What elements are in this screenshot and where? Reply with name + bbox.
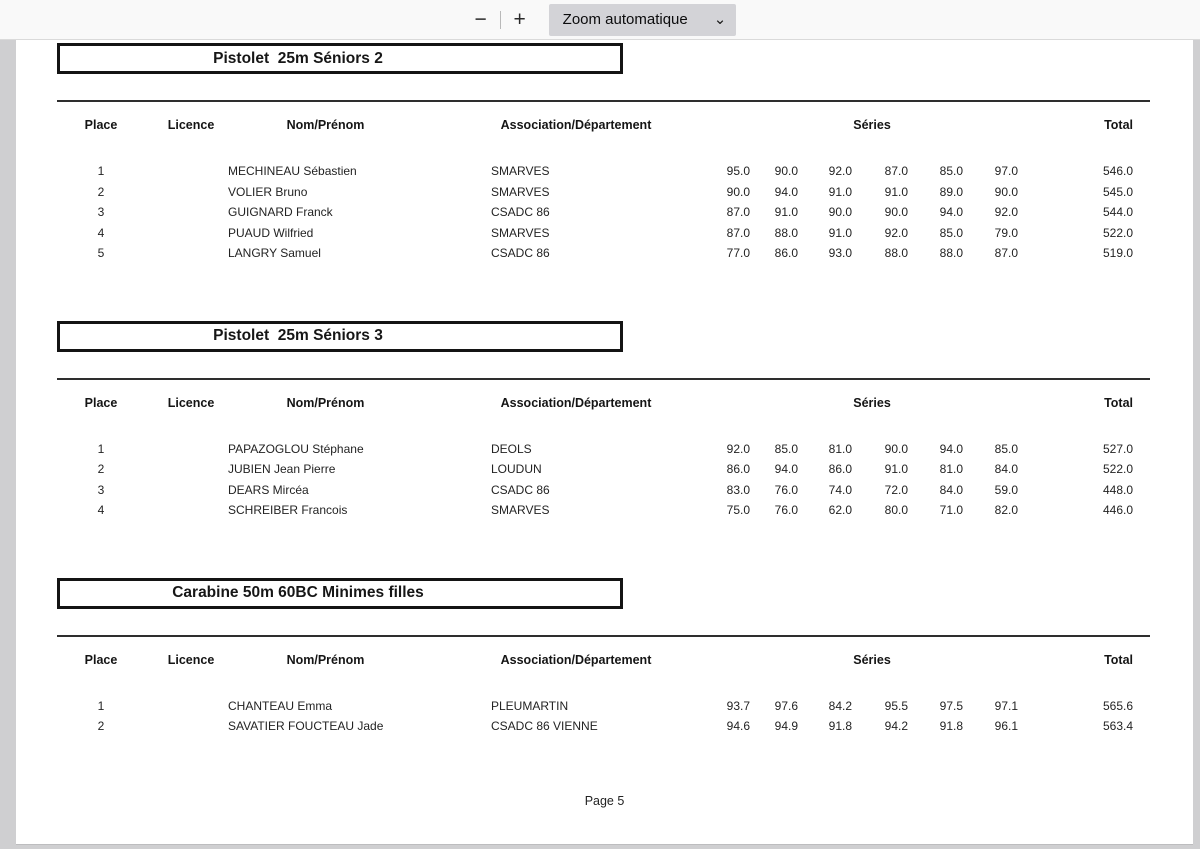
table-row (16, 503, 1193, 524)
association-cell: SMARVES (491, 503, 550, 517)
name-cell: SCHREIBER Francois (228, 503, 348, 517)
series-cell: 88.0 (884, 246, 908, 260)
header-place: Place (84, 652, 118, 667)
series-cell: 90.0 (884, 441, 908, 456)
series-cell: 85.0 (939, 164, 963, 178)
zoom-mode-value: Zoom automatique (562, 11, 688, 28)
series-cell: 91.0 (774, 205, 798, 219)
series-cell: 62.0 (828, 503, 852, 517)
minus-icon: − (474, 7, 487, 31)
series-cell: 91.0 (828, 225, 852, 240)
total-cell: 544.0 (1102, 205, 1133, 219)
series-cell: 87.0 (884, 164, 908, 178)
table-row (16, 164, 1193, 185)
association-cell: CSADC 86 (491, 482, 550, 497)
total-cell: 545.0 (1102, 184, 1133, 199)
header-name: Nom/Prénom (286, 395, 365, 410)
series-cell: 74.0 (828, 482, 852, 497)
name-cell: CHANTEAU Emma (228, 698, 333, 713)
series-cell: 59.0 (994, 482, 1018, 497)
series-cell: 84.2 (828, 698, 852, 713)
total-cell: 546.0 (1102, 164, 1133, 178)
series-cell: 97.6 (774, 698, 798, 713)
header-series: Séries (853, 118, 891, 132)
toolbar-divider (500, 11, 501, 29)
table-section-pistolet-25m-seniors-2 (16, 43, 1193, 267)
series-cell: 97.5 (939, 698, 963, 713)
table-row (16, 205, 1193, 226)
table-title: Carabine 50m 60BC Minimes filles (57, 578, 623, 609)
name-cell: PUAUD Wilfried (228, 225, 314, 240)
header-place: Place (84, 395, 118, 410)
series-cell: 76.0 (774, 482, 798, 497)
table-row (16, 442, 1193, 463)
series-cell: 92.0 (726, 441, 750, 456)
zoom-out-button[interactable] (464, 4, 498, 36)
series-cell: 95.0 (726, 164, 750, 178)
horizontal-rule (57, 378, 1150, 380)
horizontal-rule (57, 100, 1150, 102)
association-cell: CSADC 86 VIENNE (491, 719, 598, 733)
place-cell: 2 (97, 462, 105, 476)
series-cell: 72.0 (884, 482, 908, 497)
header-association: Association/Département (500, 652, 652, 667)
place-cell: 2 (97, 184, 105, 199)
association-cell: SMARVES (491, 164, 550, 178)
series-cell: 97.0 (994, 164, 1018, 178)
place-cell: 2 (97, 719, 105, 733)
header-association: Association/Département (500, 118, 652, 132)
pdf-viewer-area (0, 40, 1200, 849)
total-cell: 519.0 (1102, 246, 1133, 260)
series-cell: 94.0 (774, 462, 798, 476)
series-cell: 87.0 (726, 205, 750, 219)
zoom-mode-select[interactable] (549, 4, 737, 36)
header-name: Nom/Prénom (286, 652, 365, 667)
horizontal-rule (57, 635, 1150, 637)
series-cell: 93.0 (828, 246, 852, 260)
series-cell: 94.9 (774, 719, 798, 733)
place-cell: 5 (97, 246, 105, 260)
name-cell: VOLIER Bruno (228, 184, 308, 199)
place-cell: 4 (97, 225, 105, 240)
total-cell: 522.0 (1102, 225, 1133, 240)
table-section-carabine-50m-60bc-minimes-filles (16, 578, 1193, 740)
series-cell: 91.0 (828, 184, 852, 199)
series-cell: 86.0 (774, 246, 798, 260)
header-place: Place (84, 118, 118, 132)
series-cell: 88.0 (939, 246, 963, 260)
total-cell: 563.4 (1102, 719, 1133, 733)
table-header-row (16, 118, 1193, 140)
series-cell: 94.0 (774, 184, 798, 199)
total-cell: 448.0 (1102, 482, 1133, 497)
total-cell: 565.6 (1102, 698, 1133, 713)
header-series: Séries (853, 395, 891, 410)
zoom-in-button[interactable] (503, 4, 537, 36)
place-cell: 3 (97, 482, 105, 497)
table-row (16, 226, 1193, 247)
table-section-pistolet-25m-seniors-3 (16, 321, 1193, 524)
table-title: Pistolet 25m Séniors 2 (57, 43, 623, 74)
header-association: Association/Département (500, 395, 652, 410)
table-rows (16, 442, 1193, 524)
series-cell: 88.0 (774, 225, 798, 240)
series-cell: 80.0 (884, 503, 908, 517)
table-row (16, 483, 1193, 504)
name-cell: PAPAZOGLOU Stéphane (228, 441, 364, 456)
pdf-page (16, 40, 1193, 845)
total-cell: 522.0 (1102, 462, 1133, 476)
table-row (16, 462, 1193, 483)
header-name: Nom/Prénom (286, 118, 365, 132)
header-total: Total (1104, 652, 1133, 667)
series-cell: 82.0 (994, 503, 1018, 517)
total-cell: 527.0 (1102, 441, 1133, 456)
series-cell: 90.0 (994, 184, 1018, 199)
series-cell: 76.0 (774, 503, 798, 517)
series-cell: 92.0 (828, 164, 852, 178)
header-licence: Licence (167, 395, 215, 410)
series-cell: 90.0 (828, 205, 852, 219)
place-cell: 1 (97, 698, 105, 713)
header-series: Séries (853, 652, 891, 667)
pdf-toolbar (0, 0, 1200, 40)
table-row (16, 699, 1193, 720)
series-cell: 91.0 (884, 184, 908, 199)
page-number-label: Page 5 (584, 793, 625, 808)
table-header-row (16, 396, 1193, 418)
series-cell: 96.1 (994, 719, 1018, 733)
series-cell: 92.0 (884, 225, 908, 240)
series-cell: 84.0 (939, 482, 963, 497)
name-cell: MECHINEAU Sébastien (228, 164, 357, 178)
table-row (16, 185, 1193, 206)
series-cell: 81.0 (828, 441, 852, 456)
series-cell: 71.0 (939, 503, 963, 517)
chevron-down-icon: ⌄ (713, 10, 727, 28)
series-cell: 75.0 (726, 503, 750, 517)
place-cell: 4 (97, 503, 105, 517)
place-cell: 1 (97, 164, 105, 178)
series-cell: 85.0 (994, 441, 1018, 456)
series-cell: 94.0 (939, 205, 963, 219)
association-cell: CSADC 86 (491, 246, 550, 260)
table-title: Pistolet 25m Séniors 3 (57, 321, 623, 352)
series-cell: 95.5 (884, 698, 908, 713)
series-cell: 87.0 (726, 225, 750, 240)
series-cell: 93.7 (726, 698, 750, 713)
series-cell: 94.2 (884, 719, 908, 733)
series-cell: 87.0 (994, 246, 1018, 260)
series-cell: 84.0 (994, 462, 1018, 476)
table-row (16, 246, 1193, 267)
table-rows (16, 699, 1193, 740)
series-cell: 91.8 (939, 719, 963, 733)
series-cell: 81.0 (939, 462, 963, 476)
header-total: Total (1104, 118, 1133, 132)
series-cell: 94.0 (939, 441, 963, 456)
association-cell: PLEUMARTIN (491, 698, 569, 713)
series-cell: 92.0 (994, 205, 1018, 219)
table-rows (16, 164, 1193, 267)
header-licence: Licence (167, 118, 215, 132)
series-cell: 90.0 (726, 184, 750, 199)
series-cell: 97.1 (994, 698, 1018, 713)
name-cell: LANGRY Samuel (228, 246, 321, 260)
series-cell: 90.0 (774, 164, 798, 178)
name-cell: SAVATIER FOUCTEAU Jade (228, 719, 384, 733)
series-cell: 94.6 (726, 719, 750, 733)
series-cell: 90.0 (884, 205, 908, 219)
header-licence: Licence (167, 652, 215, 667)
association-cell: LOUDUN (491, 462, 542, 476)
header-total: Total (1104, 395, 1133, 410)
table-row (16, 719, 1193, 740)
series-cell: 85.0 (939, 225, 963, 240)
series-cell: 85.0 (774, 441, 798, 456)
series-cell: 86.0 (726, 462, 750, 476)
association-cell: SMARVES (491, 184, 550, 199)
total-cell: 446.0 (1102, 503, 1133, 517)
series-cell: 79.0 (994, 225, 1018, 240)
association-cell: DEOLS (491, 441, 532, 456)
association-cell: SMARVES (491, 225, 550, 240)
name-cell: GUIGNARD Franck (228, 205, 333, 219)
name-cell: DEARS Mircéa (228, 482, 309, 497)
series-cell: 86.0 (828, 462, 852, 476)
name-cell: JUBIEN Jean Pierre (228, 462, 336, 476)
series-cell: 77.0 (726, 246, 750, 260)
place-cell: 3 (97, 205, 105, 219)
table-header-row (16, 653, 1193, 675)
series-cell: 83.0 (726, 482, 750, 497)
place-cell: 1 (97, 441, 105, 456)
series-cell: 91.8 (828, 719, 852, 733)
series-cell: 89.0 (939, 184, 963, 199)
series-cell: 91.0 (884, 462, 908, 476)
association-cell: CSADC 86 (491, 205, 550, 219)
plus-icon: + (513, 7, 526, 31)
